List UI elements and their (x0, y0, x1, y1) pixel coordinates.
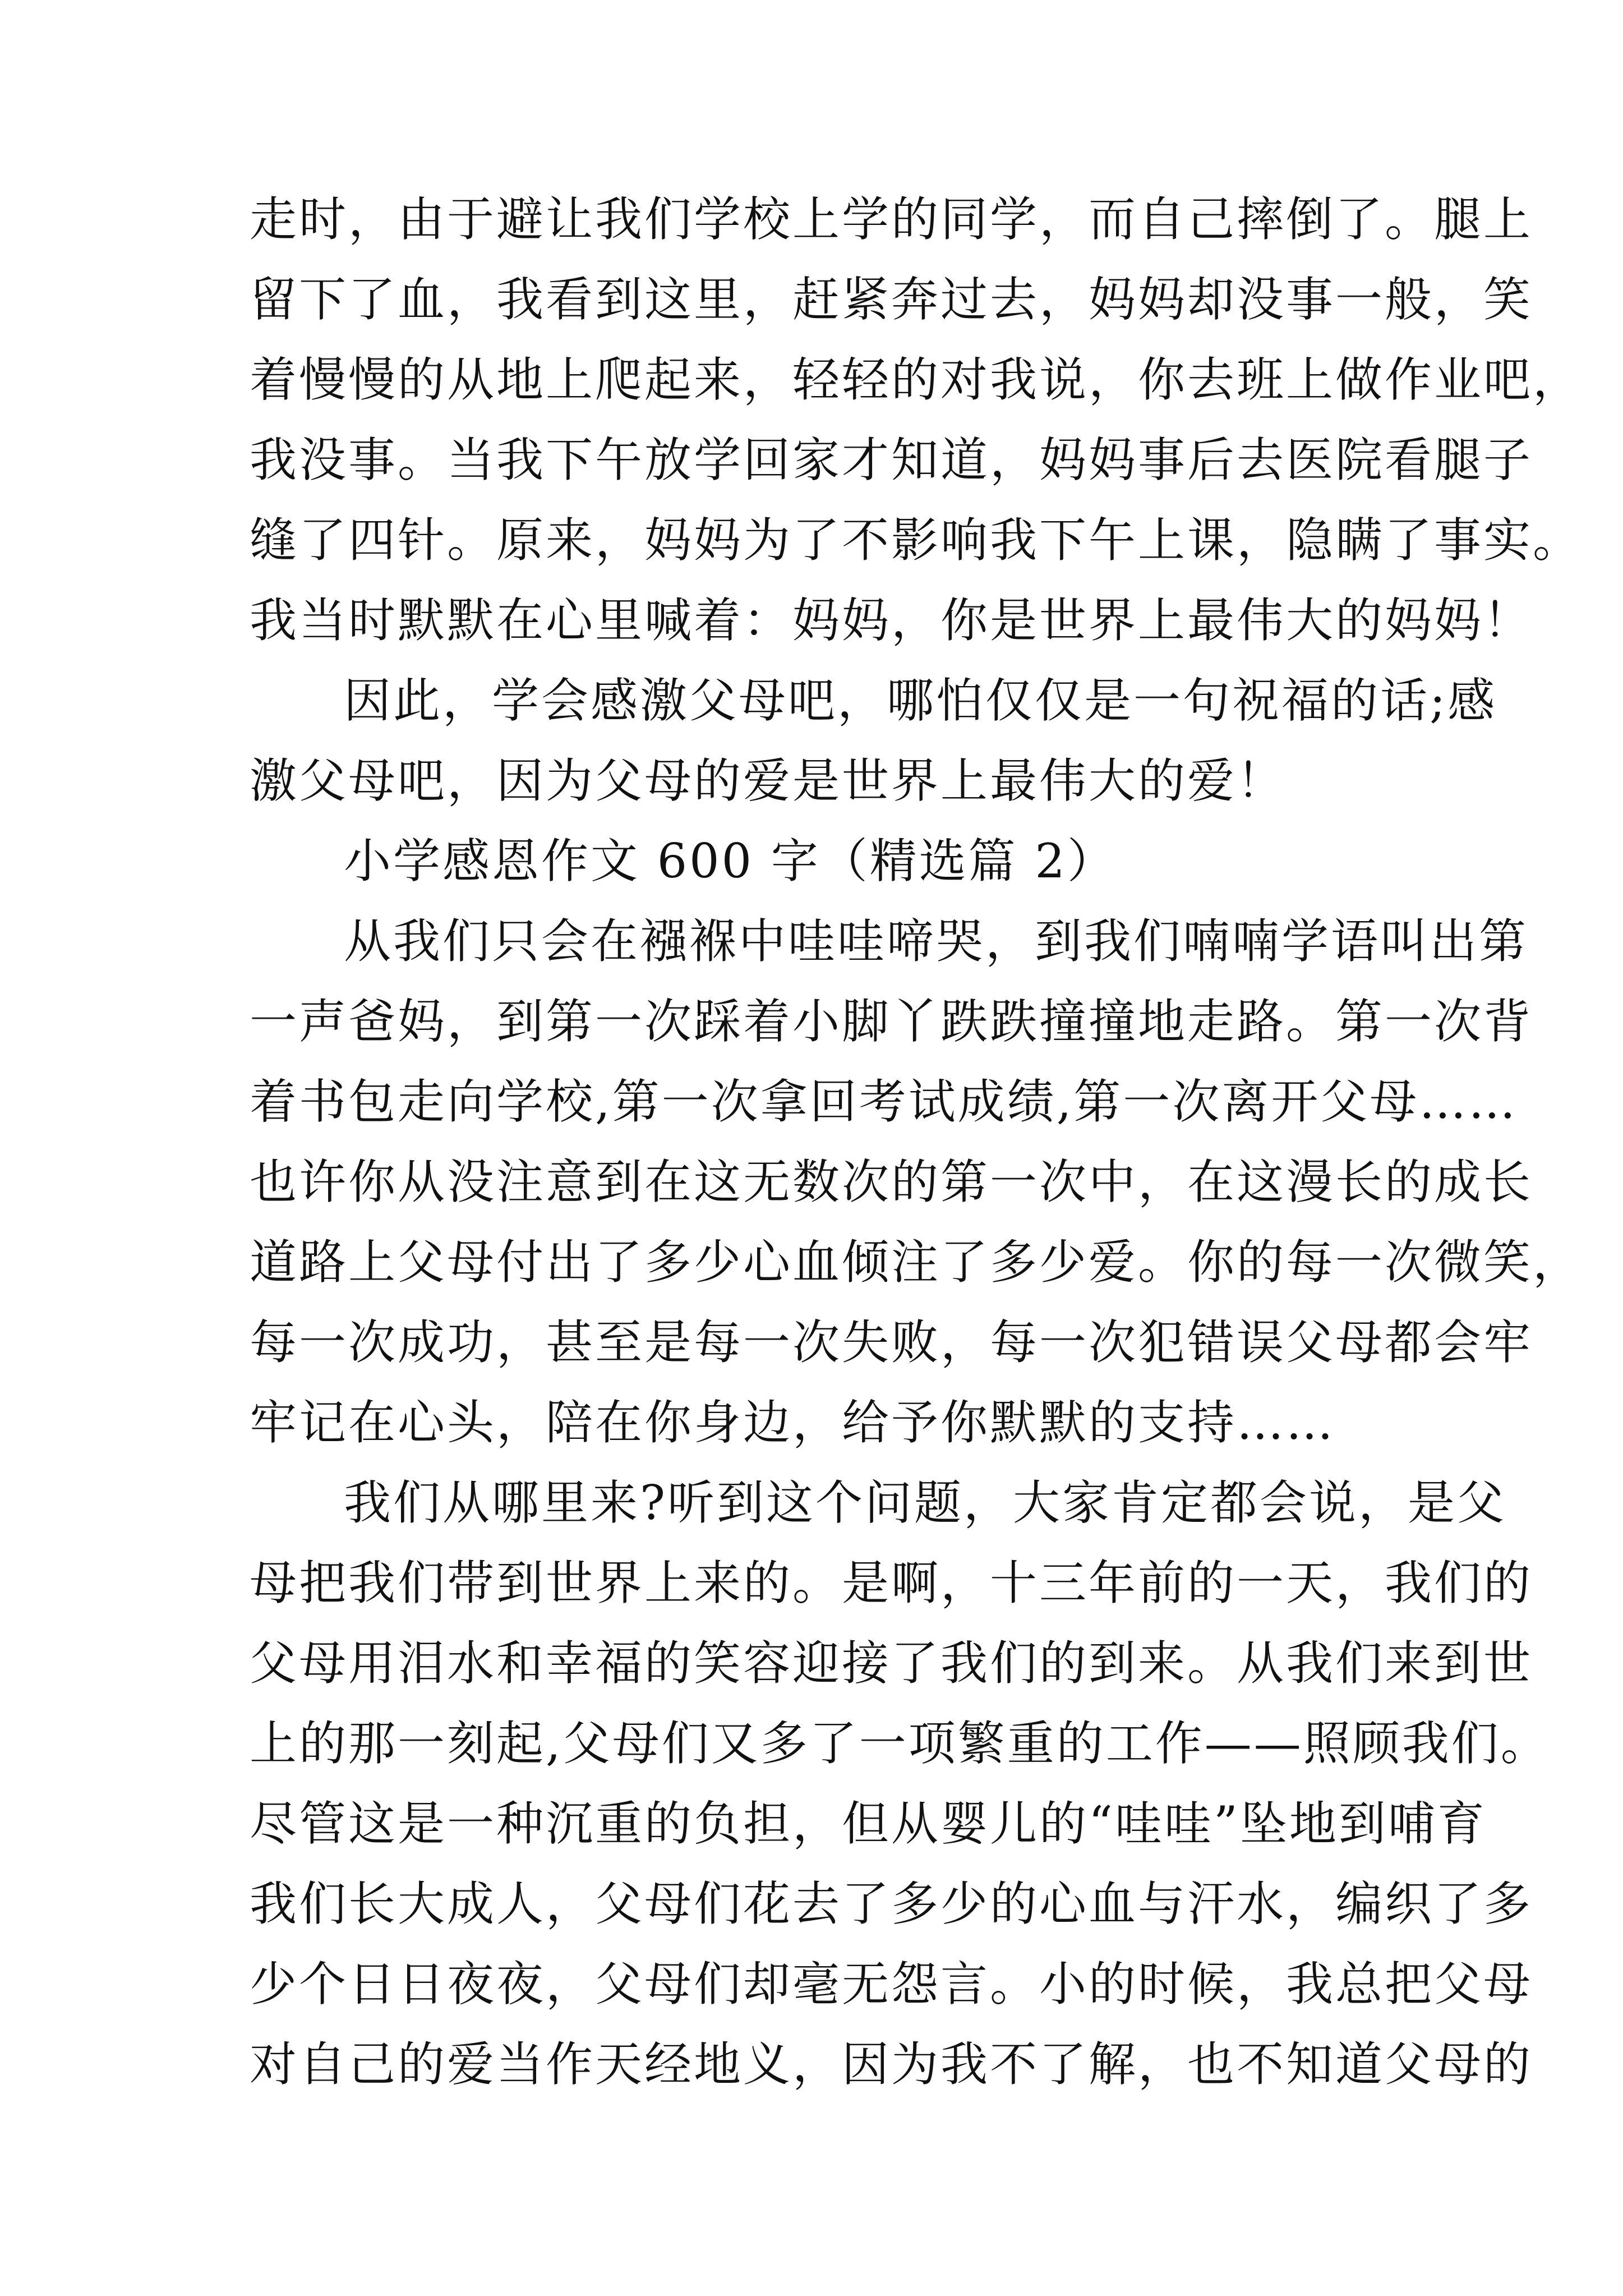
text-line: 我没事。当我下午放学回家才知道，妈妈事后去医院看腿子 (250, 432, 1533, 487)
text-line: 道路上父母付出了多少心血倾注了多少爱。你的每一次微笑， (250, 1235, 1583, 1290)
text-line: 对自己的爱当作天经地义，因为我不了解，也不知道父母的 (250, 2037, 1533, 2092)
text-line: 走时，由于避让我们学校上学的同学，而自己摔倒了。腿上 (250, 192, 1533, 247)
paragraph (250, 180, 1583, 661)
text-line: 我当时默默在心里喊着：妈妈，你是世界上最伟大的妈妈！ (250, 593, 1533, 648)
text-line: 缝了四针。原来，妈妈为了不影响我下午上课，隐瞒了事实。 (250, 513, 1583, 568)
text-line: 从我们只会在襁褓中哇哇啼哭，到我们喃喃学语叫出第 (344, 914, 1529, 969)
text-line: 母把我们带到世界上来的。是啊，十三年前的一天，我们的 (250, 1556, 1533, 1611)
text-line: 每一次成功，甚至是每一次失败，每一次犯错误父母都会牢 (250, 1315, 1533, 1370)
text-line: 牢记在心头，陪在你身边，给予你默默的支持…… (250, 1395, 1336, 1450)
text-line: 我们从哪里来?听到这个问题，大家肯定都会说，是父 (344, 1475, 1507, 1530)
text-line: 着慢慢的从地上爬起来，轻轻的对我说，你去班上做作业吧， (250, 352, 1583, 407)
text-line: 也许你从没注意到在这无数次的第一次中，在这漫长的成长 (250, 1154, 1533, 1209)
paragraph (250, 1463, 1550, 2105)
text-line: 尽管这是一种沉重的负担，但从婴儿的“哇哇”坠地到哺育 (250, 1796, 1487, 1851)
text-line: 着书包走向学校,第一次拿回考试成绩,第一次离开父母…… (250, 1074, 1518, 1129)
essay-text (250, 180, 1583, 2105)
heading-text: 小学感恩作文 600 字（精选篇 2） (344, 834, 1117, 889)
text-line: 父母用泪水和幸福的笑容迎接了我们的到来。从我们来到世 (250, 1636, 1533, 1691)
text-line: 少个日日夜夜，父母们却毫无怨言。小的时候，我总把父母 (250, 1957, 1533, 2012)
text-line: 我们长大成人，父母们花去了多少的心血与汗水，编织了多 (250, 1876, 1533, 1931)
text-line: 激父母吧，因为父母的爱是世界上最伟大的爱！ (250, 753, 1287, 808)
text-line: 留下了血，我看到这里，赶紧奔过去，妈妈却没事一般，笑 (250, 272, 1533, 327)
text-line: 因此，学会感激父母吧，哪怕仅仅是一句祝福的话;感 (344, 673, 1497, 728)
paragraph (250, 901, 1583, 1463)
text-line: 上的那一刻起,父母们又多了一项繁重的工作——照顾我们。 (250, 1716, 1550, 1771)
paragraph (250, 661, 1497, 821)
text-line: 一声爸妈，到第一次踩着小脚丫跌跌撞撞地走路。第一次背 (250, 994, 1533, 1049)
section-heading (250, 821, 1385, 901)
